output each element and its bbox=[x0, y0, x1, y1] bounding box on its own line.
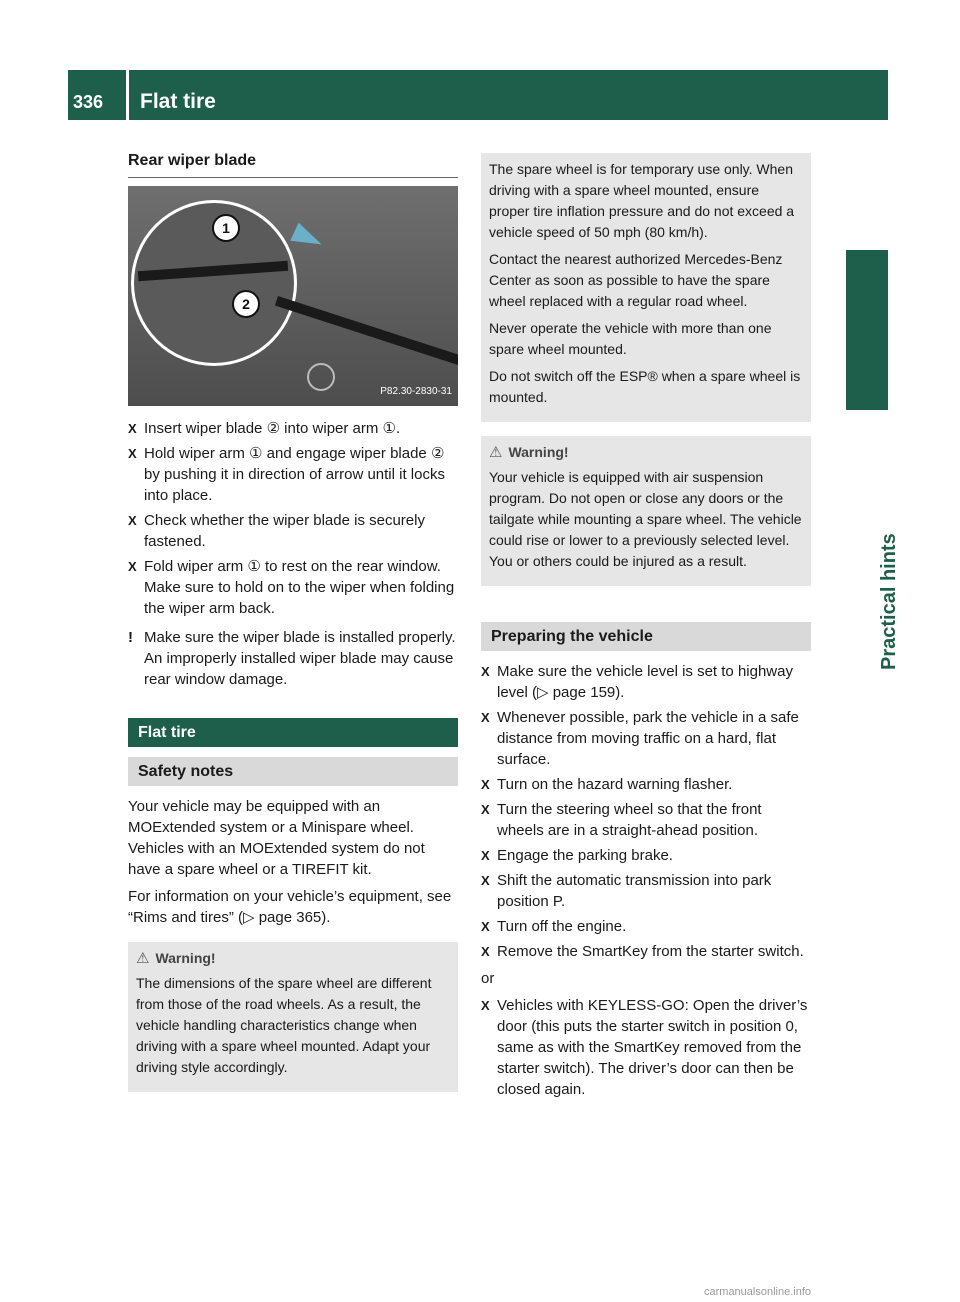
warning-title: Warning! bbox=[508, 444, 569, 460]
safety-paragraph-1: Your vehicle may be equipped with an MOExtended system or a Minispare wheel. Vehicles with an MOExtended system do not have a spare wheel or a TIREFIT kit. bbox=[128, 798, 425, 878]
left-column bbox=[128, 150, 458, 1106]
section-band-safety-notes: Safety notes bbox=[128, 757, 458, 786]
wiper-step: X Insert wiper blade ② into wiper arm ①. bbox=[128, 418, 458, 439]
chapter-band-flat-tire: Flat tire bbox=[128, 718, 458, 747]
side-tab-label-wrap bbox=[854, 410, 900, 670]
watermark-footer: carmanualsonline.info bbox=[704, 1286, 812, 1298]
or-separator: or bbox=[481, 970, 495, 987]
figure-wiper-arm bbox=[275, 296, 458, 370]
figure-direction-arrow bbox=[290, 223, 326, 254]
warning-box-air-suspension bbox=[481, 436, 811, 586]
warning-triangle-icon: ⚠ bbox=[136, 950, 150, 967]
damage-note bbox=[128, 627, 458, 690]
prepare-step: X Whenever possible, park the vehicle in a safe distance from moving traffic on a hard, flat surface. bbox=[481, 707, 811, 770]
info-paragraph: The spare wheel is for temporary use only. When driving with a spare wheel mounted, ensure proper tire inflation pressure and do not exceed a vehicle speed of 50 mph (80 km/h). bbox=[489, 161, 795, 240]
wiper-step: X Check whether the wiper blade is securely fastened. bbox=[128, 510, 458, 552]
prepare-step: X Remove the SmartKey from the starter switch. bbox=[481, 941, 811, 962]
side-tab-label: Practical hints bbox=[878, 533, 900, 670]
wiper-blade-figure bbox=[128, 186, 458, 406]
info-paragraph: Do not switch off the ESP® when a spare wheel is mounted. bbox=[489, 368, 801, 405]
section-band-preparing: Preparing the vehicle bbox=[481, 622, 811, 651]
safety-paragraph-2: For information on your vehicle’s equipment, see “Rims and tires” (▷ page 365). bbox=[128, 888, 452, 926]
prepare-step-keyless: X Vehicles with KEYLESS-GO: Open the driver’s door (this puts the starter switch in position 0, same as with the SmartKey removed from the starter switch). The driver’s door can then be closed again. bbox=[481, 995, 811, 1100]
warning-heading bbox=[489, 442, 803, 463]
section-title-rear-wiper: Rear wiper blade bbox=[128, 150, 458, 178]
side-tab bbox=[846, 250, 888, 410]
page-number: 336 bbox=[73, 92, 104, 112]
prepare-step: X Turn on the hazard warning flasher. bbox=[481, 774, 811, 795]
prepare-step: X Engage the parking brake. bbox=[481, 845, 811, 866]
prepare-step: X Shift the automatic transmission into park position P. bbox=[481, 870, 811, 912]
page-title: Flat tire bbox=[140, 90, 216, 113]
exclamation-icon: ! bbox=[128, 629, 133, 646]
warning-text: The dimensions of the spare wheel are different from those of the road wheels. As a result, the vehicle handling characteristics change when driving with a spare wheel mounted. Adapt your driving style accordingly. bbox=[136, 975, 432, 1075]
wiper-step: X Hold wiper arm ① and engage wiper blade ② by pushing it in direction of arrow until it locks into place. bbox=[128, 443, 458, 506]
figure-callout-2: 2 bbox=[232, 290, 260, 318]
prepare-step: X Turn the steering wheel so that the front wheels are in a straight-ahead position. bbox=[481, 799, 811, 841]
wiper-step: X Fold wiper arm ① to rest on the rear window. Make sure to hold on to the wiper when folding the wiper arm back. bbox=[128, 556, 458, 619]
figure-code: P82.30-2830-31 bbox=[380, 386, 452, 397]
header-divider bbox=[126, 70, 129, 120]
right-column bbox=[481, 153, 811, 1104]
figure-star-logo bbox=[307, 363, 335, 391]
damage-note-text: Make sure the wiper blade is installed properly. An improperly installed wiper blade may cause rear window damage. bbox=[144, 629, 456, 688]
info-box-spare-wheel bbox=[481, 153, 811, 422]
info-paragraph: Contact the nearest authorized Mercedes-Benz Center as soon as possible to have the spare wheel replaced with a regular road wheel. bbox=[489, 251, 783, 309]
prepare-step: X Turn off the engine. bbox=[481, 916, 811, 937]
warning-triangle-icon: ⚠ bbox=[489, 444, 503, 461]
warning-text: Your vehicle is equipped with air suspension program. Do not open or close any doors or the tailgate while mounting a spare wheel. The vehicle could rise or lower to a previously selected level. You or others could be injured as a result. bbox=[489, 469, 802, 569]
warning-heading bbox=[136, 948, 450, 969]
figure-callout-1: 1 bbox=[212, 214, 240, 242]
warning-box-dimensions bbox=[128, 942, 458, 1092]
info-paragraph: Never operate the vehicle with more than one spare wheel mounted. bbox=[489, 320, 772, 357]
prepare-step: X Make sure the vehicle level is set to highway level (▷ page 159). bbox=[481, 661, 811, 703]
warning-title: Warning! bbox=[155, 950, 216, 966]
